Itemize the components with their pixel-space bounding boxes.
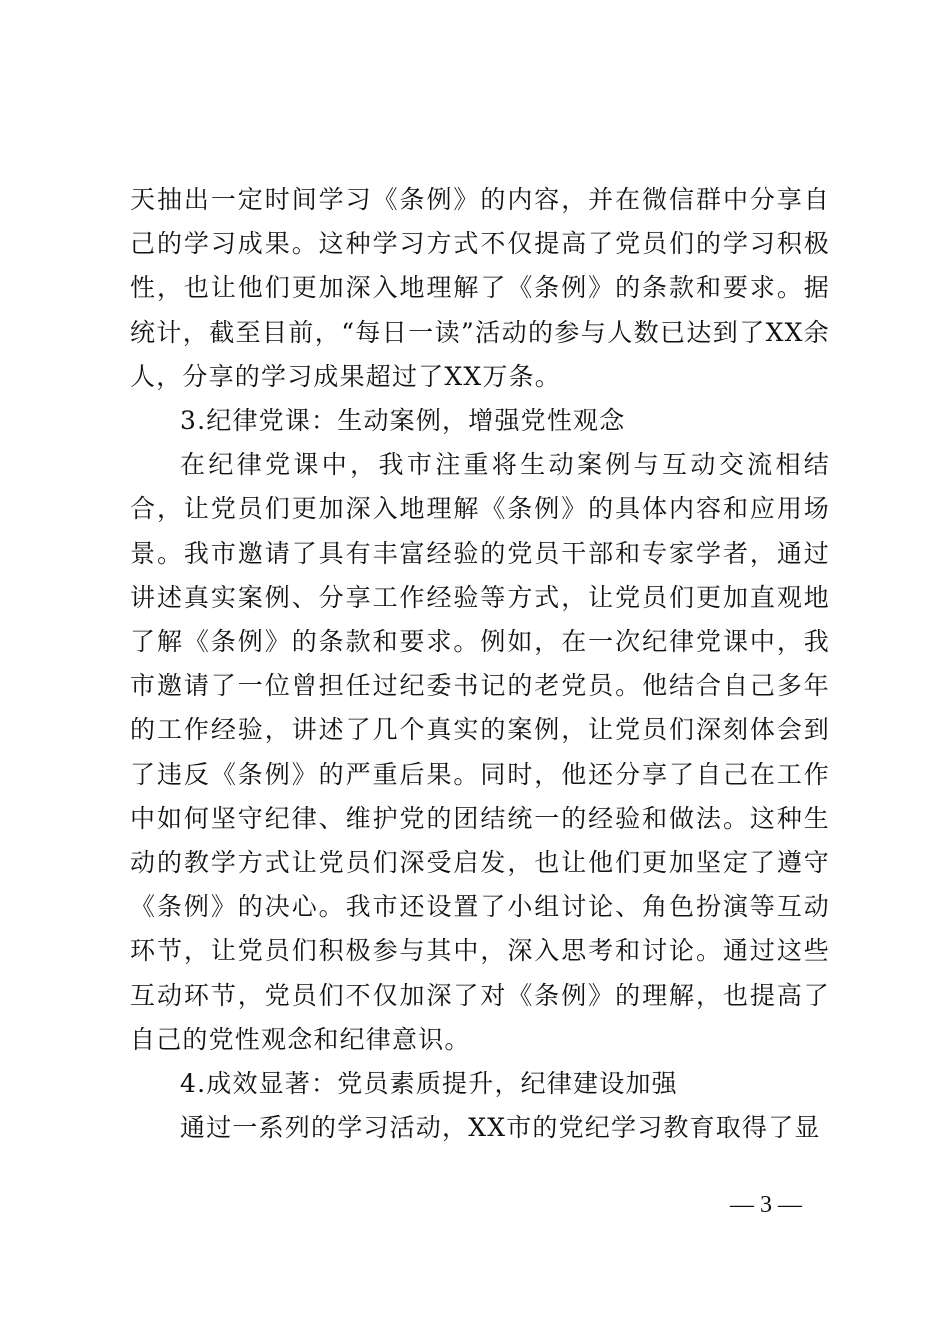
section-heading-3: 3.纪律党课：生动案例，增强党性观念 (180, 406, 626, 436)
paragraph-discipline-lecture: 在纪律党课中，我市注重将生动案例与互动交流相结合，让党员们更加深入地理解《条例》的具体内容和应用场景。我市邀请了具有丰富经验的党员干部和专家学者，通过讲述真实案例、分享工作经验等方式，让党员们更加直观地了解《条例》的条款和要求。例如，在一次纪律党课中，我市邀请了一位曾担任过纪委书记的老党员。他结合自己多年的工作经验，讲述了几个真实的案例，让党员们深刻体会到了违反《条例》的严重后果。同时，他还分享了自己在工作中如何坚守纪律、维护党的团结统一的经验和做法。这种生动的教学方式让党员们深受启发，也让他们更加坚定了遵守《条例》的决心。我市还设置了小组讨论、角色扮演等互动环节，让党员们积极参与其中，深入思考和讨论。通过这些互动环节，党员们不仅加深了对《条例》的理解，也提高了自己的党性观念和纪律意识。 (130, 450, 830, 1054)
body-text (130, 178, 830, 1150)
section-heading-4: 4.成效显著：党员素质提升，纪律建设加强 (180, 1069, 678, 1099)
paragraph-continuation: 天抽出一定时间学习《条例》的内容，并在微信群中分享自己的学习成果。这种学习方式不仅提高了党员们的学习积极性，也让他们更加深入地理解了《条例》的条款和要求。据统计，截至目前，“每日一读”活动的参与人数已达到了XX余人，分享的学习成果超过了XX万条。 (130, 185, 830, 391)
paragraph-results: 通过一系列的学习活动，XX市的党纪学习教育取得了显 (180, 1113, 821, 1143)
page-number: — 3 — (730, 1192, 802, 1218)
